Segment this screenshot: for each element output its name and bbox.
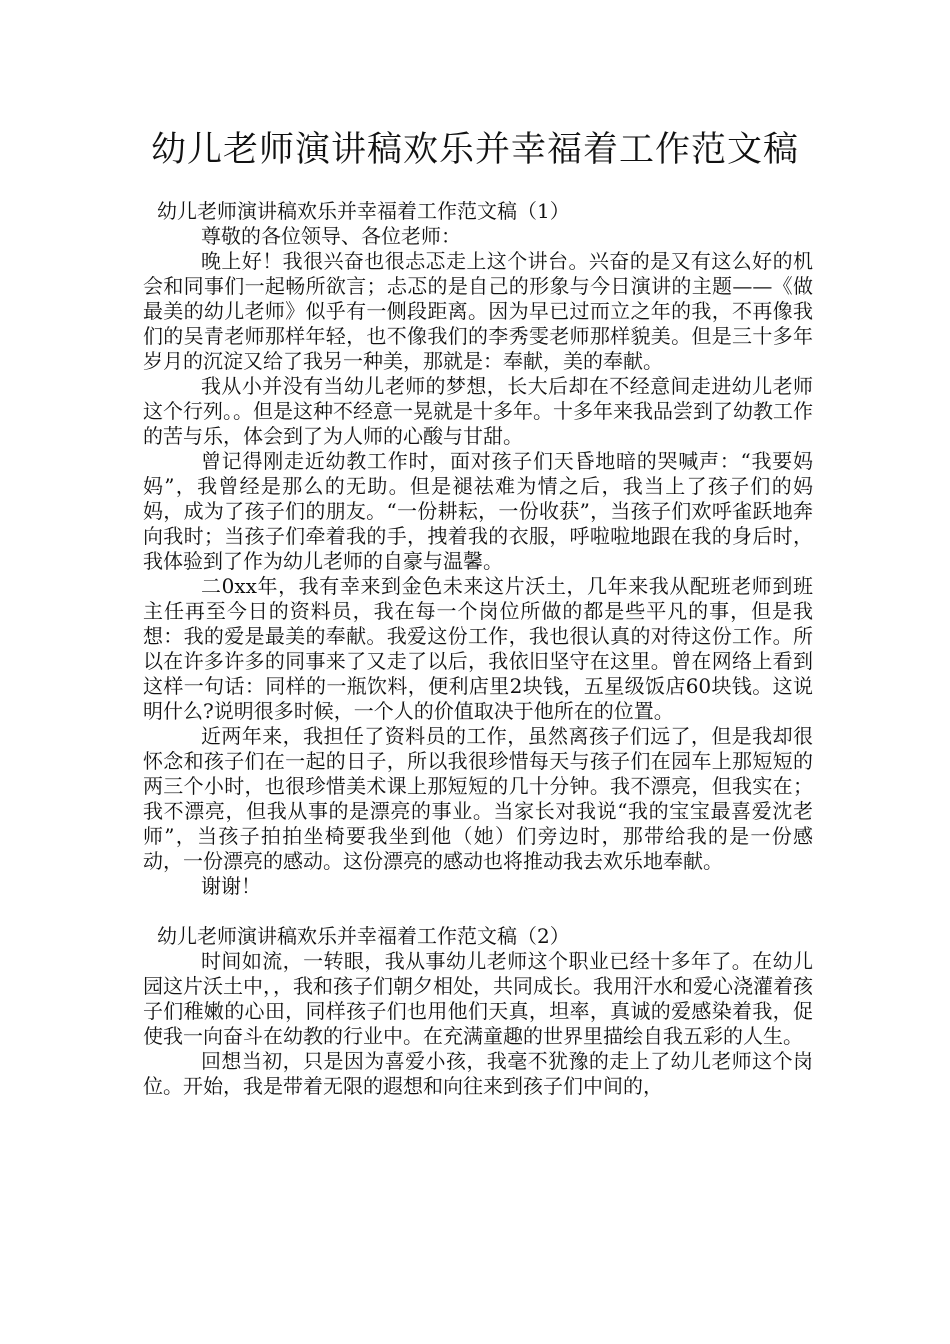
paragraph: 时间如流，一转眼，我从事幼儿老师这个职业已经十多年了。在幼儿园这片沃土中，，我和孩子们朝夕相处，共同成长。我用汗水和爱心浇灌着孩子们稚嫩的心田，同样孩子们也用他们天真，坦率，真诚的爱感染着我，促使我一向奋斗在幼教的行业中。在充满童趣的世界里描绘自我五彩的人生。 <box>143 949 813 1048</box>
paragraph: 二0xx年，我有幸来到金色未来这片沃土，几年来我从配班老师到班主任再至今日的资料员，我在每一个岗位所做的都是些平凡的事，但是我想：我的爱是最美的奉献。我爱这份工作，我也很认真的对待这份工作。所以在许多许多的同事来了又走了以后，我依旧坚守在这里。曾在网络上看到这样一句话：同样的一瓶饮料，便利店里2块钱，五星级饭店60块钱。这说明什么?说明很多时候，一个人的价值取决于他所在的位置。 <box>143 574 813 723</box>
paragraph: 近两年来，我担任了资料员的工作，虽然离孩子们远了，但是我却很怀念和孩子们在一起的日子，所以我很珍惜每天与孩子们在园车上那短短的两三个小时，也很珍惜美术课上那短短的几十分钟。我不漂亮，但我实在；我不漂亮，但我从事的是漂亮的事业。当家长对我说“我的宝宝最喜爱沈老师”，当孩子拍拍坐椅要我坐到他（她）们旁边时，那带给我的是一份感动，一份漂亮的感动。这份漂亮的感动也将推动我去欢乐地奉献。 <box>143 724 813 873</box>
paragraph: 曾记得刚走近幼教工作时，面对孩子们天昏地暗的哭喊声：“我要妈妈”，我曾经是那么的无助。但是褪祛难为情之后，我当上了孩子们的妈妈，成为了孩子们的朋友。“一份耕耘，一份收获”，当孩子们欢呼雀跃地奔向我时；当孩子们牵着我的手，拽着我的衣服，呼啦啦地跟在我的身后时，我体验到了作为幼儿老师的自豪与温馨。 <box>143 449 813 573</box>
section-spacer <box>143 899 813 924</box>
section-heading-1: 幼儿老师演讲稿欢乐并幸福着工作范文稿（1） <box>157 199 570 223</box>
salutation: 尊敬的各位领导、各位老师： <box>201 224 461 248</box>
document-body <box>143 199 813 1099</box>
paragraph: 回想当初，只是因为喜爱小孩，我毫不犹豫的走上了幼儿老师这个岗位。开始，我是带着无限的遐想和向往来到孩子们中间的， <box>143 1049 813 1098</box>
closing-thanks: 谢谢！ <box>201 874 261 898</box>
document-title: 幼儿老师演讲稿欢乐并幸福着工作范文稿 <box>150 130 799 170</box>
section-heading-2: 幼儿老师演讲稿欢乐并幸福着工作范文稿（2） <box>157 924 570 948</box>
paragraph: 晚上好！我很兴奋也很忐忑走上这个讲台。兴奋的是又有这么好的机会和同事们一起畅所欲言；忐忑的是自己的形象与今日演讲的主题——《做最美的幼儿老师》似乎有一侧段距离。因为早已过而立之年的我，不再像我们的吴青老师那样年轻，也不像我们的李秀雯老师那样貌美。但是三十多年岁月的沉淀又给了我另一种美，那就是：奉献，美的奉献。 <box>143 249 813 373</box>
paragraph: 我从小并没有当幼儿老师的梦想，长大后却在不经意间走进幼儿老师这个行列。。但是这种不经意一晃就是十多年。十多年来我品尝到了幼教工作的苦与乐，体会到了为人师的心酸与甘甜。 <box>143 374 813 448</box>
